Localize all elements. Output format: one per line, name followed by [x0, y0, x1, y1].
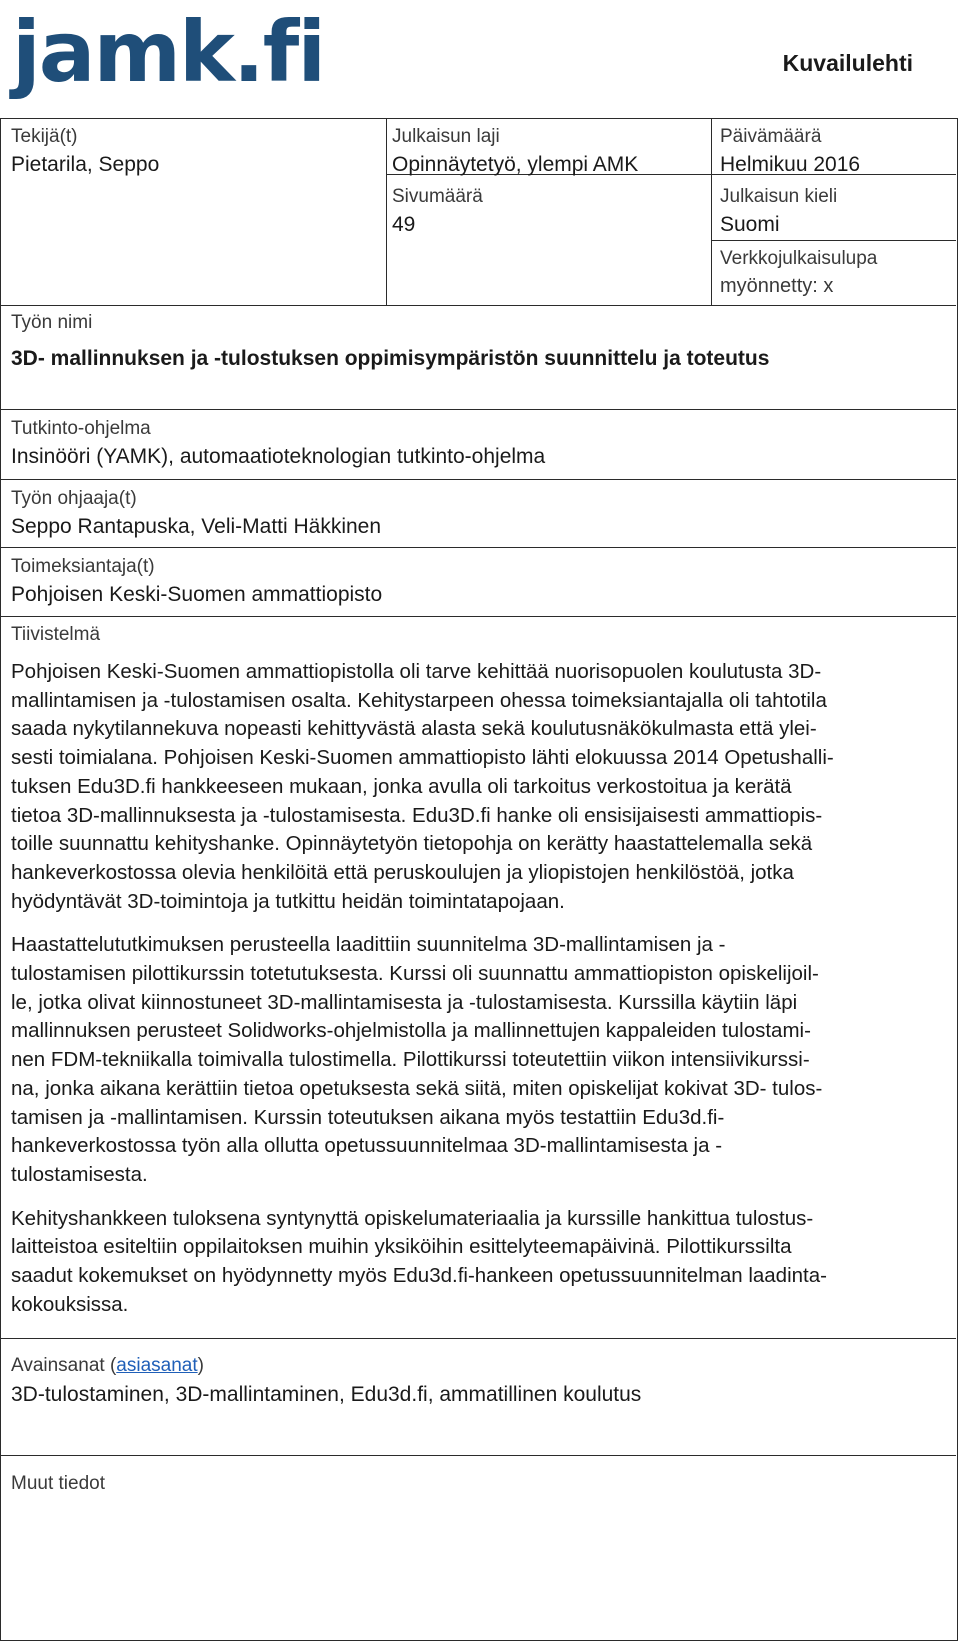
- publication-permission-value: myönnetty: x: [720, 275, 834, 297]
- divider-tyon-nimi: [1, 305, 956, 306]
- work-title-label: Työn nimi: [11, 312, 93, 333]
- abstract-line: saada nykytilannekuva nopeasti kehittyvästä alasta sekä koulutusnäkökulmasta että ylei-: [11, 717, 817, 741]
- publication-type-value: Opinnäytetyö, ylempi AMK: [392, 153, 639, 176]
- degree-programme-label: Tutkinto-ohjelma: [11, 418, 151, 439]
- supervisors-label: Työn ohjaaja(t): [11, 488, 137, 509]
- abstract-line: tulostamisen pilottikurssin totetutuksesta. Kurssi oli suunnattu ammattiopiston opiskelijoil-: [11, 962, 819, 986]
- abstract-paragraph-3: [11, 1205, 945, 1320]
- abstract-line: toille suunnattu kehityshanke. Opinnäytetyön tietopohja on kerätty haastattelemalla sekä: [11, 832, 813, 856]
- abstract-line: tuksen Edu3D.fi hankkeeseen mukaan, jonka avulla oli tarkoitus verkostoitua ja kerätä: [11, 774, 792, 798]
- abstract-line: tamisen ja -mallintamisen. Kurssin toteutuksen aikana myös testattiin Edu3d.fi-: [11, 1105, 725, 1129]
- work-title: 3D- mallinnuksen ja -tulostuksen oppimisympäristön suunnittelu ja toteutus: [11, 347, 770, 370]
- abstract-line: Kehityshankkeen tuloksena syntynyttä opiskelumateriaalia ja kurssille hankittua tulostus-: [11, 1206, 814, 1230]
- divider-tiivistelma: [1, 616, 956, 617]
- abstract-paragraph-1: [11, 658, 945, 916]
- abstract-line: sesti toimialana. Pohjoisen Keski-Suomen ammattiopisto lähti elokuussa 2014 Opetushalli-: [11, 746, 834, 770]
- commissioner-label: Toimeksiantaja(t): [11, 556, 155, 577]
- abstract-line: na, jonka aikana kerättiin tietoa opetuksesta sekä siitä, miten opiskelijat kokivat 3D- tulos-: [11, 1076, 823, 1100]
- author-value: Pietarila, Seppo: [11, 153, 160, 176]
- column-divider-right: [711, 119, 712, 305]
- abstract-line: kokouksissa.: [11, 1292, 129, 1316]
- degree-programme-value: Insinööri (YAMK), automaatioteknologian tutkinto-ohjelma: [11, 445, 546, 468]
- divider-avainsanat: [1, 1338, 956, 1339]
- divider-tutkinto-ohjelma: [1, 409, 956, 410]
- supervisors-value: Seppo Rantapuska, Veli-Matti Häkkinen: [11, 515, 382, 538]
- commissioner-value: Pohjoisen Keski-Suomen ammattiopisto: [11, 583, 383, 606]
- abstract-label: Tiivistelmä: [11, 624, 101, 645]
- abstract-line: tietoa 3D-mallinnuksesta ja -tulostamisesta. Edu3D.fi hanke oli ensisijaisesti ammattiopis-: [11, 803, 823, 827]
- other-info-label: Muut tiedot: [11, 1473, 105, 1494]
- date-label: Päivämäärä: [720, 126, 822, 147]
- page-count-label: Sivumäärä: [392, 186, 483, 207]
- date-value: Helmikuu 2016: [720, 153, 861, 176]
- divider-muut-tiedot: [1, 1455, 956, 1456]
- page-count-value: 49: [392, 213, 416, 236]
- divider-ohjaajat: [1, 479, 956, 480]
- abstract-line: nen FDM-tekniikalla toimivalla tulostimella. Pilottikurssi toteutettiin viikon intensiivikurssi-: [11, 1048, 810, 1072]
- language-value: Suomi: [720, 213, 780, 236]
- abstract-line: hankeverkostossa olevia henkilöitä että peruskoulujen ja yliopistojen henkilöstöä, jotka: [11, 860, 794, 884]
- publication-permission-label: Verkkojulkaisulupa: [720, 248, 878, 269]
- abstract-line: hankeverkostossa työn alla ollutta opetussuunnitelmaa 3D-mallintamisesta ja -: [11, 1134, 723, 1158]
- divider-verkkojulkaisulupa: [711, 240, 956, 241]
- abstract-line: mallinnuksen perusteet Solidworks-ohjelmistolla ja mallinnettujen kappaleiden tulostami-: [11, 1019, 811, 1043]
- abstract-line: saadut kokemukset on hyödynnetty myös Edu3d.fi-hankeen opetussuunnitelman laadinta-: [11, 1264, 827, 1288]
- asiasanat-link[interactable]: asiasanat: [116, 1355, 198, 1376]
- document-type-heading: Kuvailulehti: [782, 50, 913, 76]
- keywords-value: 3D-tulostaminen, 3D-mallintaminen, Edu3d.fi, ammatillinen koulutus: [11, 1383, 642, 1406]
- divider-toimeksiantaja: [1, 547, 956, 548]
- publication-type-label: Julkaisun laji: [392, 126, 500, 147]
- abstract-line: le, jotka olivat kiinnostuneet 3D-mallintamisesta ja -tulostamisesta. Kurssilla käytiin läpi: [11, 990, 798, 1014]
- abstract-line: Pohjoisen Keski-Suomen ammattiopistolla oli tarve kehittää nuorisopuolen koulutusta 3D-: [11, 660, 822, 683]
- abstract-paragraph-2: [11, 931, 945, 1189]
- abstract-line: tulostamisesta.: [11, 1162, 148, 1186]
- keywords-label-suffix: ): [197, 1355, 204, 1376]
- keywords-label-prefix: Avainsanat (: [11, 1355, 117, 1376]
- column-divider-left: [386, 119, 387, 305]
- abstract-line: Haastattelututkimuksen perusteella laadittiin suunnitelma 3D-mallintamisen ja -: [11, 933, 726, 957]
- abstract-line: hyödyntävät 3D-toimintoja ja tutkittu heidän toimintatapojaan.: [11, 889, 565, 913]
- language-label: Julkaisun kieli: [720, 186, 838, 207]
- author-label: Tekijä(t): [11, 126, 78, 147]
- abstract-body: [11, 658, 945, 1334]
- abstract-line: mallintamisen ja -tulostamisen osalta. Kehitystarpeen ohessa toimeksiantajalla oli tahtotila: [11, 688, 827, 712]
- abstract-line: laitteistoa esiteltiin oppilaitoksen muihin yksiköihin esittelyteemapäivinä. Pilottikurssilta: [11, 1235, 792, 1259]
- jamk-logo: jamk.fi: [12, 3, 325, 101]
- keywords-label: [11, 1355, 204, 1377]
